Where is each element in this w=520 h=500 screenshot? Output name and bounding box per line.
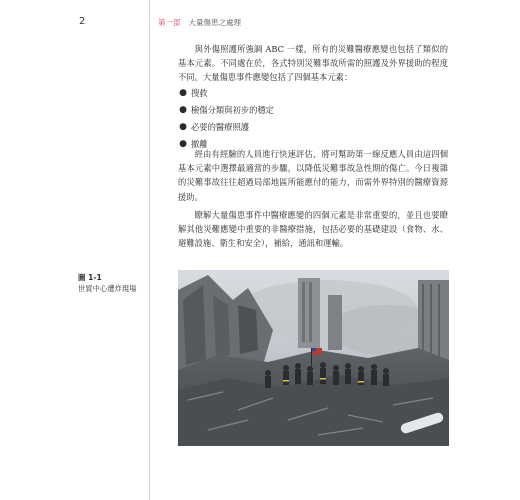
paragraph-non-medical: 瞭解大量傷患事件中醫療應變的四個元素是非常重要的，並且也要瞭解其他災難應變中重要的非醫療措施，包括必要的基礎建設（食物、水、避難設施、衛生和安全），補給，通訊和運輸。 bbox=[178, 210, 448, 249]
disaster-site-photo bbox=[178, 270, 449, 446]
margin-divider-line bbox=[149, 0, 150, 500]
rubble-photo-illustration bbox=[178, 270, 449, 446]
list-item-text: 必要的醫療照護 bbox=[191, 122, 250, 132]
list-item bbox=[178, 102, 448, 119]
figure-label: 圖 1-1 bbox=[78, 273, 102, 282]
list-item bbox=[178, 119, 448, 136]
running-header bbox=[158, 17, 241, 28]
list-item-text: 撤離 bbox=[191, 139, 208, 149]
bullet-list bbox=[178, 85, 448, 153]
bullet-dot-icon: ● bbox=[179, 105, 187, 115]
paragraph-intro: 與外傷照護所強調 ABC 一樣，所有的災難醫療應變也包括了類似的基本元素。不同處在於，各式特別災難事故所需的照護及外界援助的程度不同。大量傷患事件應變包括了四個基本元素： bbox=[178, 44, 448, 83]
bullet-dot-icon: ● bbox=[179, 139, 187, 149]
bullet-dot-icon: ● bbox=[179, 88, 187, 98]
figure-caption bbox=[78, 272, 136, 294]
list-item-text: 檢傷分類與初步的穩定 bbox=[191, 105, 274, 115]
running-header-title: 大量傷患之處理 bbox=[188, 18, 241, 27]
list-item bbox=[178, 85, 448, 102]
paragraph-assessment: 經由有經驗的人員進行快速評估，將可幫助第一線反應人員由這四個基本元素中選擇最適當的步驟，以降低災難事故急性期的傷亡。今日複雜的災難事故往往超過局部地區所能應付的能力，而需外界特別的醫療資源援助。 bbox=[178, 149, 448, 202]
figure-caption-text: 世貿中心遭炸現場 bbox=[78, 284, 137, 293]
list-item-text: 搜救 bbox=[191, 88, 208, 98]
bullet-dot-icon: ● bbox=[179, 122, 187, 132]
running-header-part: 第一部 bbox=[158, 18, 181, 27]
page-number: 2 bbox=[79, 16, 86, 27]
